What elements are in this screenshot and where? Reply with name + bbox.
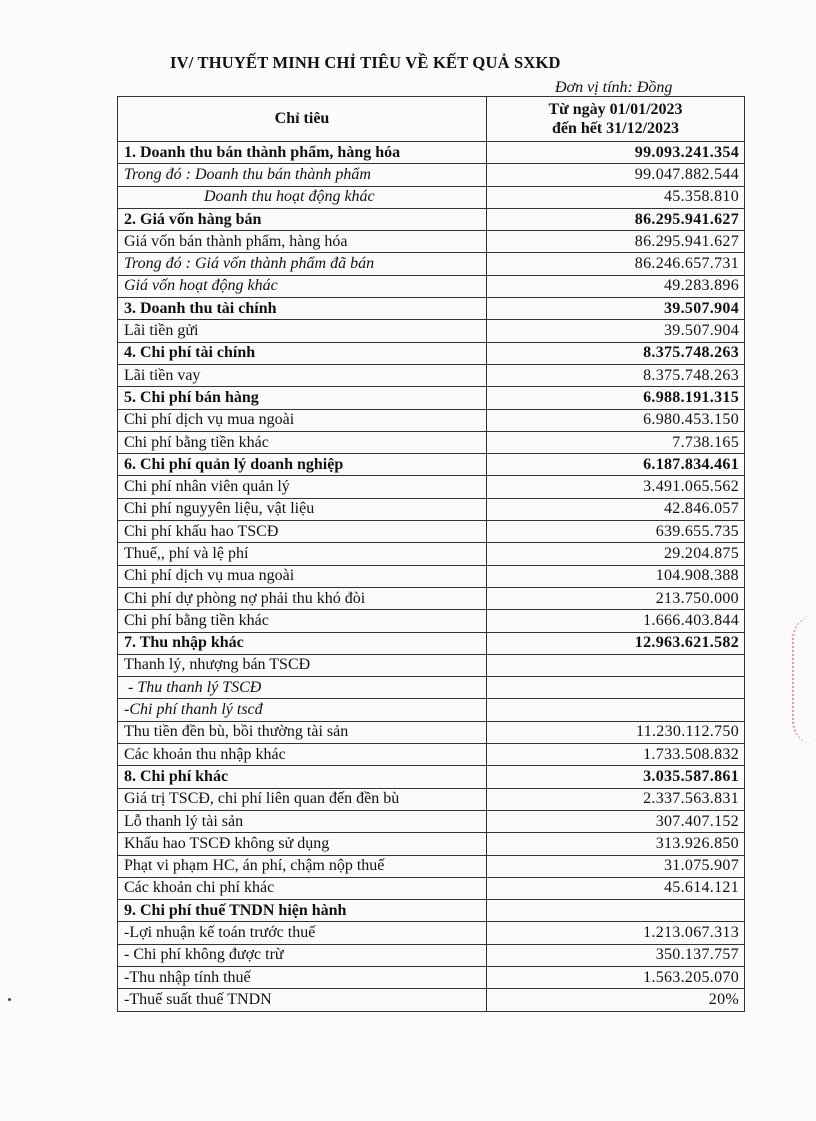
table-row bbox=[118, 186, 745, 208]
row-value: 29.204.875 bbox=[487, 543, 745, 565]
row-label: Chi phí bằng tiền khác bbox=[118, 610, 487, 632]
table-row bbox=[118, 810, 745, 832]
table-row bbox=[118, 409, 745, 431]
results-table bbox=[117, 96, 745, 1012]
table-header-row bbox=[118, 97, 745, 142]
row-value: 1.563.205.070 bbox=[487, 966, 745, 988]
table-row bbox=[118, 699, 745, 721]
row-label: Chi phí nguyyên liệu, vật liệu bbox=[118, 498, 487, 520]
table-row bbox=[118, 476, 745, 498]
row-label: Chi phí dự phòng nợ phải thu khó đòi bbox=[118, 587, 487, 609]
row-label: 4. Chi phí tài chính bbox=[118, 342, 487, 364]
row-value: 3.035.587.861 bbox=[487, 766, 745, 788]
table-row bbox=[118, 342, 745, 364]
table-row bbox=[118, 164, 745, 186]
table-row bbox=[118, 565, 745, 587]
row-label: Chi phí dịch vụ mua ngoài bbox=[118, 565, 487, 587]
row-value bbox=[487, 900, 745, 922]
row-value: 313.926.850 bbox=[487, 833, 745, 855]
row-label: Chi phí bằng tiền khác bbox=[118, 431, 487, 453]
row-value bbox=[487, 677, 745, 699]
row-label: Giá vốn hoạt động khác bbox=[118, 275, 487, 297]
row-label: Doanh thu hoạt động khác bbox=[118, 186, 487, 208]
row-value: 45.358.810 bbox=[487, 186, 745, 208]
row-label: -Lợi nhuận kế toán trước thuế bbox=[118, 922, 487, 944]
row-value: 99.047.882.544 bbox=[487, 164, 745, 186]
row-value: 7.738.165 bbox=[487, 431, 745, 453]
header-period-line1: Từ ngày 01/01/2023 bbox=[548, 101, 683, 118]
row-value: 31.075.907 bbox=[487, 855, 745, 877]
table-row bbox=[118, 298, 745, 320]
row-label: -Thuế suất thuế TNDN bbox=[118, 989, 487, 1011]
table-row bbox=[118, 208, 745, 230]
table-row bbox=[118, 900, 745, 922]
row-label: -Chi phí thanh lý tscđ bbox=[118, 699, 487, 721]
row-label: 2. Giá vốn hàng bán bbox=[118, 208, 487, 230]
scan-speck bbox=[8, 998, 11, 1001]
row-label: Lãi tiền gửi bbox=[118, 320, 487, 342]
row-label: Phạt vi phạm HC, án phí, chậm nộp thuế bbox=[118, 855, 487, 877]
row-value: 104.908.388 bbox=[487, 565, 745, 587]
table-row bbox=[118, 989, 745, 1011]
row-label: Trong đó : Doanh thu bán thành phẩm bbox=[118, 164, 487, 186]
row-label: Thanh lý, nhượng bán TSCĐ bbox=[118, 654, 487, 676]
row-label: 6. Chi phí quản lý doanh nghiệp bbox=[118, 454, 487, 476]
table-row bbox=[118, 364, 745, 386]
row-value: 3.491.065.562 bbox=[487, 476, 745, 498]
row-label: Chi phí dịch vụ mua ngoài bbox=[118, 409, 487, 431]
row-label: Chi phí khấu hao TSCĐ bbox=[118, 521, 487, 543]
row-value: 12.963.621.582 bbox=[487, 632, 745, 654]
row-label: 7. Thu nhập khác bbox=[118, 632, 487, 654]
row-label: Chi phí nhân viên quản lý bbox=[118, 476, 487, 498]
table-row bbox=[118, 833, 745, 855]
table-row bbox=[118, 677, 745, 699]
row-value: 86.295.941.627 bbox=[487, 208, 745, 230]
row-value: 8.375.748.263 bbox=[487, 364, 745, 386]
table-row bbox=[118, 320, 745, 342]
row-value: 307.407.152 bbox=[487, 810, 745, 832]
row-label: Các khoản thu nhập khác bbox=[118, 744, 487, 766]
row-value: 45.614.121 bbox=[487, 877, 745, 899]
row-value: 39.507.904 bbox=[487, 298, 745, 320]
table-row bbox=[118, 788, 745, 810]
row-label: 1. Doanh thu bán thành phẩm, hàng hóa bbox=[118, 142, 487, 164]
row-label: -Thu nhập tính thuế bbox=[118, 966, 487, 988]
row-value: 42.846.057 bbox=[487, 498, 745, 520]
row-value: 1.666.403.844 bbox=[487, 610, 745, 632]
table-row bbox=[118, 387, 745, 409]
table-row bbox=[118, 431, 745, 453]
row-value: 6.187.834.461 bbox=[487, 454, 745, 476]
row-value: 213.750.000 bbox=[487, 587, 745, 609]
row-label: 9. Chi phí thuế TNDN hiện hành bbox=[118, 900, 487, 922]
table-row bbox=[118, 543, 745, 565]
table-row bbox=[118, 766, 745, 788]
table-body bbox=[118, 142, 745, 1012]
row-value: 2.337.563.831 bbox=[487, 788, 745, 810]
row-value: 639.655.735 bbox=[487, 521, 745, 543]
table-row bbox=[118, 632, 745, 654]
table-row bbox=[118, 922, 745, 944]
row-label: Lãi tiền vay bbox=[118, 364, 487, 386]
row-value bbox=[487, 699, 745, 721]
row-value: 350.137.757 bbox=[487, 944, 745, 966]
page-title: IV/ THUYẾT MINH CHỈ TIÊU VỀ KẾT QUẢ SXKD bbox=[170, 53, 561, 72]
row-value: 49.283.896 bbox=[487, 275, 745, 297]
table-row bbox=[118, 610, 745, 632]
row-label: 8. Chi phí khác bbox=[118, 766, 487, 788]
table-row bbox=[118, 721, 745, 743]
row-value: 1.733.508.832 bbox=[487, 744, 745, 766]
table-row bbox=[118, 498, 745, 520]
row-value: 86.246.657.731 bbox=[487, 253, 745, 275]
row-value: 20% bbox=[487, 989, 745, 1011]
header-period bbox=[487, 97, 745, 142]
row-label: Thu tiền đền bù, bồi thường tài sản bbox=[118, 721, 487, 743]
row-value: 99.093.241.354 bbox=[487, 142, 745, 164]
table-row bbox=[118, 521, 745, 543]
table-row bbox=[118, 231, 745, 253]
row-value: 6.980.453.150 bbox=[487, 409, 745, 431]
row-label: 5. Chi phí bán hàng bbox=[118, 387, 487, 409]
row-label: Giá trị TSCĐ, chi phí liên quan đến đền bù bbox=[118, 788, 487, 810]
row-label: Khấu hao TSCĐ không sử dụng bbox=[118, 833, 487, 855]
row-value: 11.230.112.750 bbox=[487, 721, 745, 743]
row-label: Giá vốn bán thành phẩm, hàng hóa bbox=[118, 231, 487, 253]
row-label: Trong đó : Giá vốn thành phẩm đã bán bbox=[118, 253, 487, 275]
table-row bbox=[118, 142, 745, 164]
row-label: 3. Doanh thu tài chính bbox=[118, 298, 487, 320]
table-row bbox=[118, 587, 745, 609]
row-value: 1.213.067.313 bbox=[487, 922, 745, 944]
red-stamp-edge bbox=[792, 615, 816, 745]
table-row bbox=[118, 253, 745, 275]
row-value: 6.988.191.315 bbox=[487, 387, 745, 409]
table-row bbox=[118, 877, 745, 899]
row-label: Các khoản chi phí khác bbox=[118, 877, 487, 899]
row-value: 39.507.904 bbox=[487, 320, 745, 342]
row-value: 8.375.748.263 bbox=[487, 342, 745, 364]
header-indicator: Chỉ tiêu bbox=[118, 97, 487, 142]
row-label: - Chi phí không được trừ bbox=[118, 944, 487, 966]
table-row bbox=[118, 744, 745, 766]
table-row bbox=[118, 855, 745, 877]
table-row bbox=[118, 654, 745, 676]
currency-unit-note: Đơn vị tính: Đồng bbox=[555, 79, 673, 96]
row-value: 86.295.941.627 bbox=[487, 231, 745, 253]
table-row bbox=[118, 275, 745, 297]
table-row bbox=[118, 454, 745, 476]
table-row bbox=[118, 944, 745, 966]
row-label: Lỗ thanh lý tài sản bbox=[118, 810, 487, 832]
table-row bbox=[118, 966, 745, 988]
header-period-line2: đến hết 31/12/2023 bbox=[551, 120, 680, 137]
row-label: - Thu thanh lý TSCĐ bbox=[118, 677, 487, 699]
row-value bbox=[487, 654, 745, 676]
row-label: Thuế,, phí và lệ phí bbox=[118, 543, 487, 565]
